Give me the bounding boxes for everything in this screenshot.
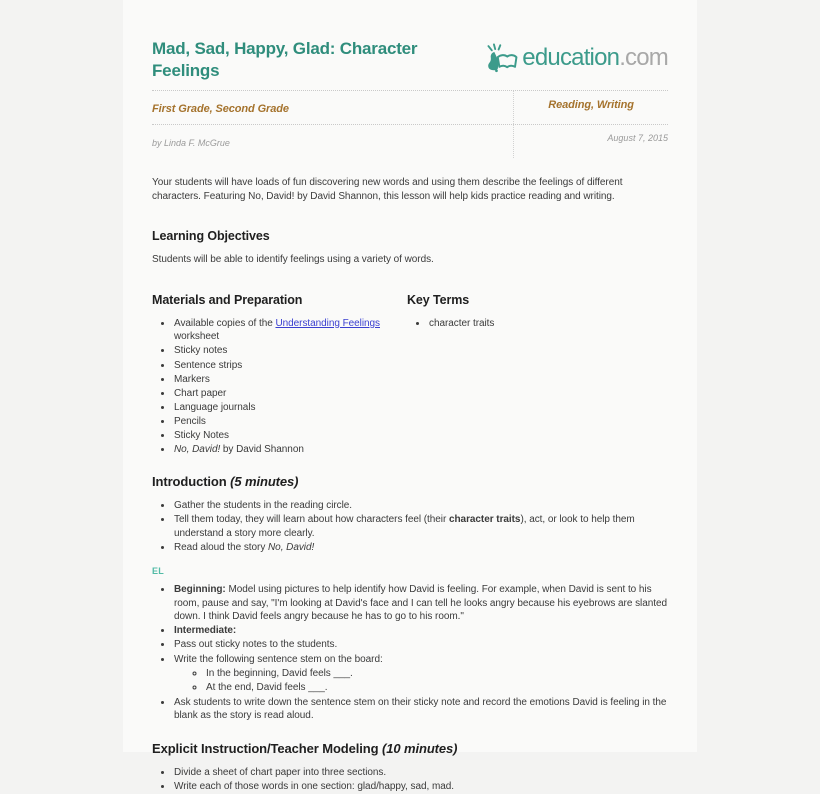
list-item	[173, 541, 668, 555]
text-segment: Sticky notes	[174, 345, 228, 357]
text-segment: No, David!	[174, 444, 221, 456]
list-item	[173, 443, 393, 457]
lesson-plan-page	[123, 0, 697, 792]
text-segment: Sticky Notes	[174, 430, 229, 442]
materials-keyterms-section	[152, 293, 668, 457]
text-segment: ), act, or look to help them understand a story more clearly.	[174, 514, 635, 539]
text-segment: Write the following sentence stem on the board:	[174, 653, 383, 665]
text-segment: character traits	[429, 317, 495, 329]
subjects-label: Reading, Writing	[548, 99, 634, 111]
text-segment: No, David!	[268, 542, 315, 553]
list-item	[173, 344, 393, 358]
materials-list	[152, 317, 393, 457]
text-segment: by David Shannon	[220, 444, 304, 456]
list-item	[173, 583, 668, 624]
key-terms-column	[407, 293, 668, 457]
text-segment: Available copies of the	[174, 317, 276, 329]
worksheet-link[interactable]: Understanding Feelings	[275, 317, 380, 329]
list-item	[428, 317, 668, 331]
explicit-instruction-heading	[152, 741, 668, 756]
text-segment: Tell them today, they will learn about how characters feel (their	[174, 514, 449, 526]
author-byline: by Linda F. McGrue	[152, 138, 230, 148]
materials-heading: Materials and Preparation	[152, 292, 303, 307]
learning-objectives-heading: Learning Objectives	[152, 229, 270, 244]
logo-word: education	[522, 44, 620, 71]
text-segment: Read aloud the story	[174, 542, 269, 553]
text-segment: Beginning:	[174, 584, 226, 596]
introduction-list	[152, 499, 668, 555]
list-item	[173, 513, 668, 541]
logo-suffix: .com	[619, 44, 668, 71]
list-item	[173, 624, 668, 638]
text-segment: Ask students to write down the sentence stem on their sticky note and record the emotions David is feeling in the blank as the story is read aloud.	[174, 696, 667, 722]
page-title: Mad, Sad, Happy, Glad: Character Feelings	[152, 39, 418, 80]
education-reading-figure-icon	[485, 42, 522, 74]
introduction-heading	[152, 474, 668, 489]
text-segment: Gather the students in the reading circle.	[174, 500, 353, 512]
explicit-instruction-heading-label: Explicit Instruction/Teacher Modeling	[152, 740, 379, 756]
list-item	[173, 780, 668, 794]
grades-label: First Grade, Second Grade	[152, 103, 289, 115]
text-segment: Pass out sticky notes to the students.	[174, 639, 338, 651]
text-segment: At the end, David feels ___.	[206, 682, 328, 694]
text-segment: character traits	[448, 514, 521, 526]
text-segment: Language journals	[174, 401, 256, 413]
lesson-overview: Your students will have loads of fun discovering new words and using them describe the feelings of different characters. Featuring No, David! by David Shannon, this lesson will help kids practice reading and writing.	[152, 177, 623, 202]
text-segment: Write each of those words in one section: glad/happy, sad, mad.	[174, 780, 454, 792]
introduction-duration: (5 minutes)	[230, 474, 299, 490]
text-segment: Markers	[174, 373, 210, 385]
list-item	[173, 415, 393, 429]
text-segment: Sentence strips	[174, 359, 243, 371]
text-segment: Model using pictures to help identify how David is feeling. For example, when David is sent to his room, pause and say, "I'm looking at David's face and I can tell he looks angry because his eyebrows are slanted down. I think David feels angry because he has to go to his room."	[174, 584, 667, 623]
list-item	[173, 499, 668, 513]
explicit-instruction-list	[152, 766, 668, 794]
list-item	[173, 766, 668, 780]
logo-wordmark	[522, 46, 668, 70]
list-item	[173, 401, 393, 415]
el-support-tag: EL	[152, 566, 164, 577]
list-item	[173, 429, 393, 443]
text-segment: Chart paper	[174, 387, 227, 399]
text-segment: In the beginning, David feels ___.	[206, 668, 353, 680]
grade-subject-row	[152, 91, 668, 125]
subjects-cell	[513, 91, 668, 124]
list-item	[173, 317, 393, 345]
list-item	[173, 653, 668, 696]
sub-list-item	[205, 667, 668, 681]
grades-cell	[152, 91, 513, 124]
byline-date-row	[152, 125, 668, 158]
key-terms-heading: Key Terms	[407, 292, 470, 307]
date-cell	[513, 125, 668, 158]
education-com-logo	[485, 42, 668, 74]
list-item	[173, 359, 393, 373]
list-item	[173, 696, 668, 724]
list-item	[173, 373, 393, 387]
text-segment: Pencils	[174, 415, 206, 427]
page-header	[152, 38, 668, 91]
materials-column	[152, 293, 407, 457]
sub-list-item	[205, 681, 668, 695]
learning-objectives-body: Students will be able to identify feelings using a variety of words.	[152, 254, 434, 266]
list-item	[173, 387, 393, 401]
key-terms-list	[407, 317, 668, 331]
sub-list	[174, 667, 668, 695]
byline-cell	[152, 125, 513, 158]
el-support-list	[152, 583, 668, 723]
text-segment: Intermediate:	[174, 625, 237, 637]
text-segment: Divide a sheet of chart paper into three sections.	[174, 766, 387, 778]
text-segment: worksheet	[174, 331, 220, 343]
introduction-heading-label: Introduction	[152, 474, 227, 490]
publish-date: August 7, 2015	[607, 133, 668, 143]
list-item	[173, 638, 668, 652]
explicit-instruction-duration: (10 minutes)	[382, 740, 458, 756]
